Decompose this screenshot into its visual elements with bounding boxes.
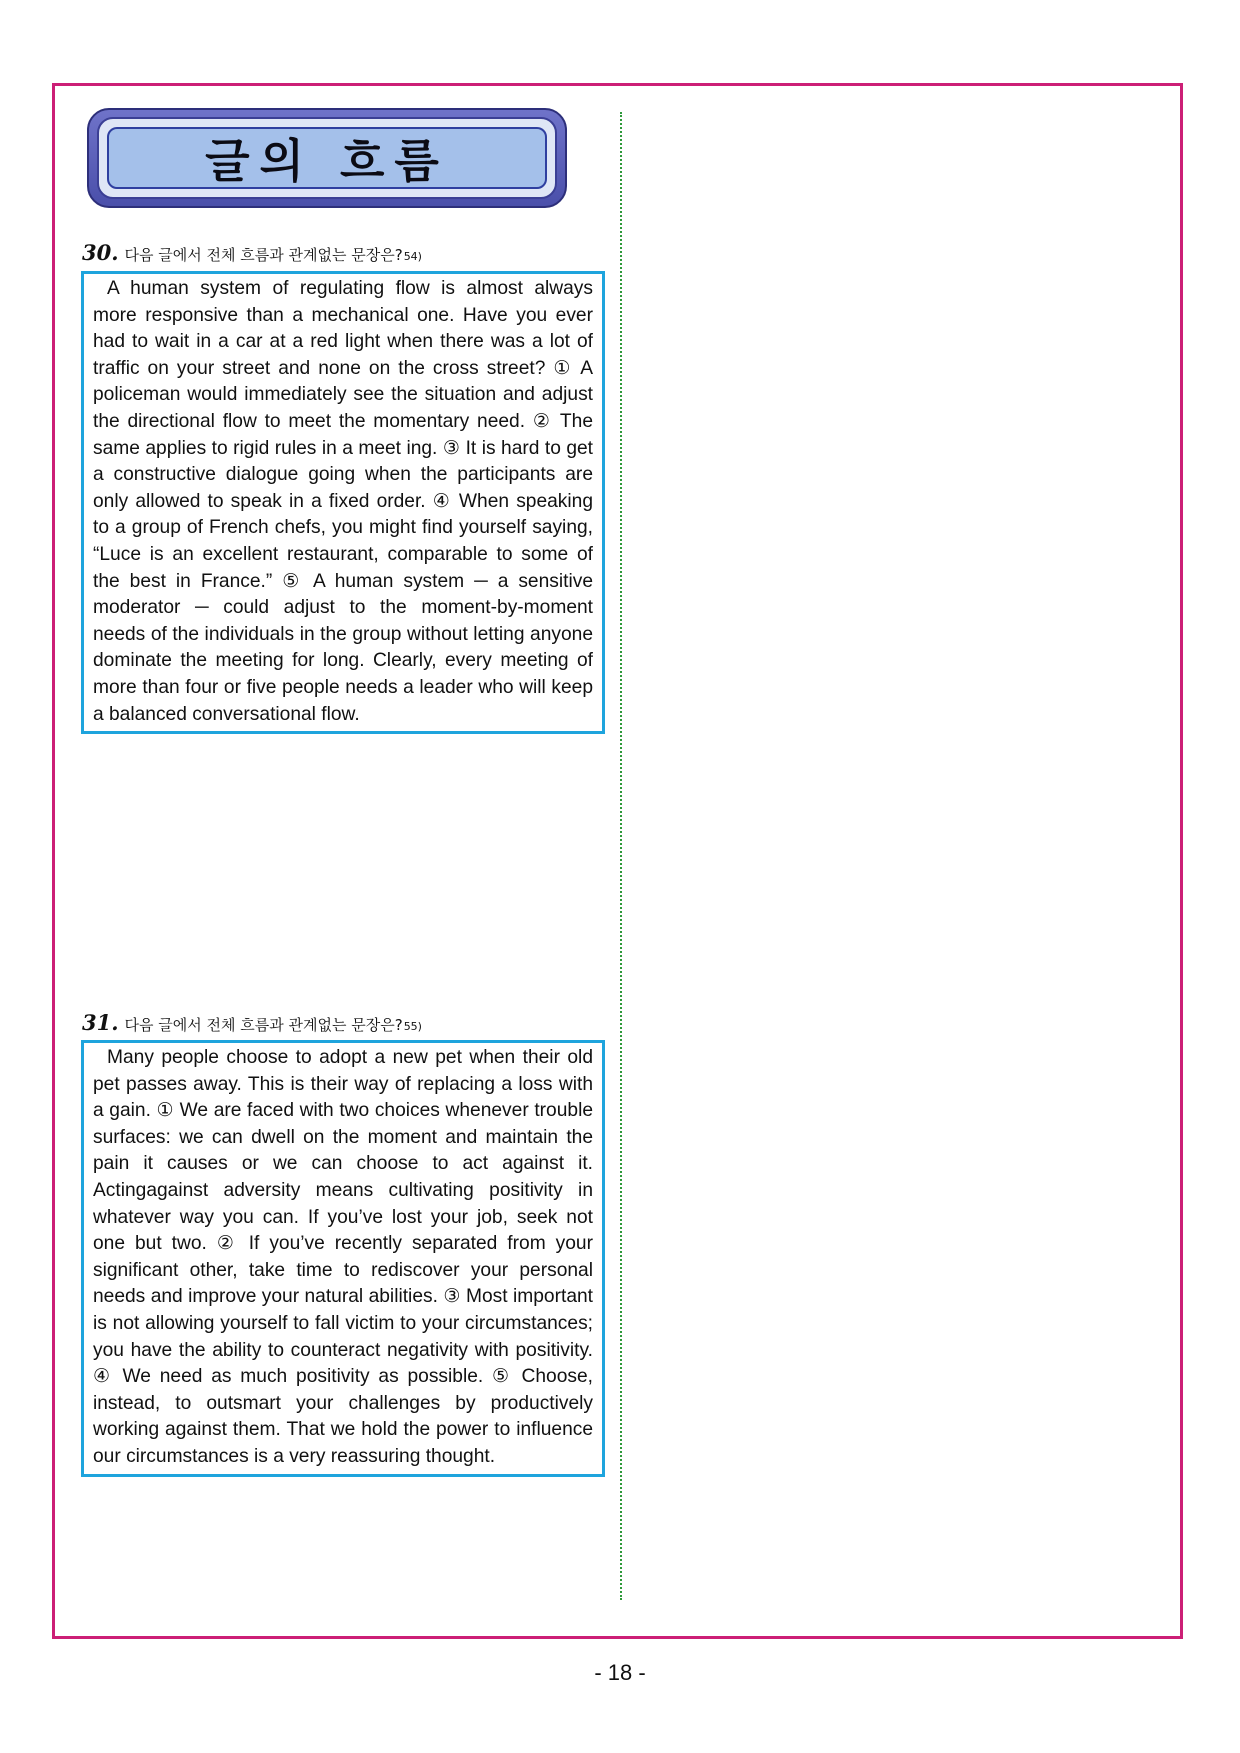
section-title: 글의 흐름 bbox=[205, 134, 449, 188]
question-30-passage-box bbox=[81, 271, 605, 734]
question-31-header bbox=[82, 1010, 422, 1035]
passage-text: A human system of regulating flow is almost always more responsive than a mechanical one. Have you ever had to wait in a car at a red light when there was a lot of traffic on your street and none on the cross street? ① A policeman would immediately see the situation and adjust the directional flow to meet the momentary need. ② The same applies to rigid rules in a meet ing. ③ It is hard to get a constructive dialogue going when the participants are only allowed to speak in a fixed order. ④ When speaking to a group of French chefs, you might find yourself saying, “Luce is an excellent restaurant, comparable to some of the best in France.” ⑤ A human system ─ a sensitive moderator ─ could adjust to the moment-by-moment needs of the individuals in the group without letting anyone dominate the meeting for long. Clearly, every meeting of more than four or five people needs a leader who will keep a balanced conversational flow. bbox=[93, 278, 593, 725]
question-prompt: 다음 글에서 전체 흐름과 관계없는 문장은? bbox=[124, 246, 403, 264]
page-number: - 18 - bbox=[594, 1660, 646, 1685]
footnote-marker: 54) bbox=[403, 250, 422, 263]
banner-middle-border bbox=[97, 117, 557, 199]
question-number: 31. bbox=[82, 1010, 119, 1035]
footnote-marker: 55) bbox=[403, 1020, 422, 1033]
question-number: 30. bbox=[82, 240, 119, 265]
passage-text: Many people choose to adopt a new pet when their old pet passes away. This is their way of replacing a loss with a gain. ① We are faced with two choices whenever trouble surfaces: we can dwell on the moment and maintain the pain it causes or we can choose to act against it. Actingagainst adversity means cultivating positivity in whatever way you can. If you’ve lost your job, seek not one but two. ② If you’ve recently separated from your significant other, take time to rediscover your personal needs and improve your natural abilities. ③ Most important is not allowing yourself to fall victim to your circumstances; you have the ability to counteract negativity with positivity. ④ We need as much positivity as possible. ⑤ Choose, instead, to outsmart your challenges by productively working against them. That we hold the power to influence our circumstances is a very reassuring thought. bbox=[93, 1047, 593, 1467]
question-31-passage-box bbox=[81, 1040, 605, 1477]
section-title-banner bbox=[87, 108, 567, 208]
question-30-header bbox=[82, 240, 422, 265]
banner-inner-panel bbox=[107, 127, 547, 189]
column-divider bbox=[620, 112, 622, 1600]
question-prompt: 다음 글에서 전체 흐름과 관계없는 문장은? bbox=[124, 1016, 403, 1034]
